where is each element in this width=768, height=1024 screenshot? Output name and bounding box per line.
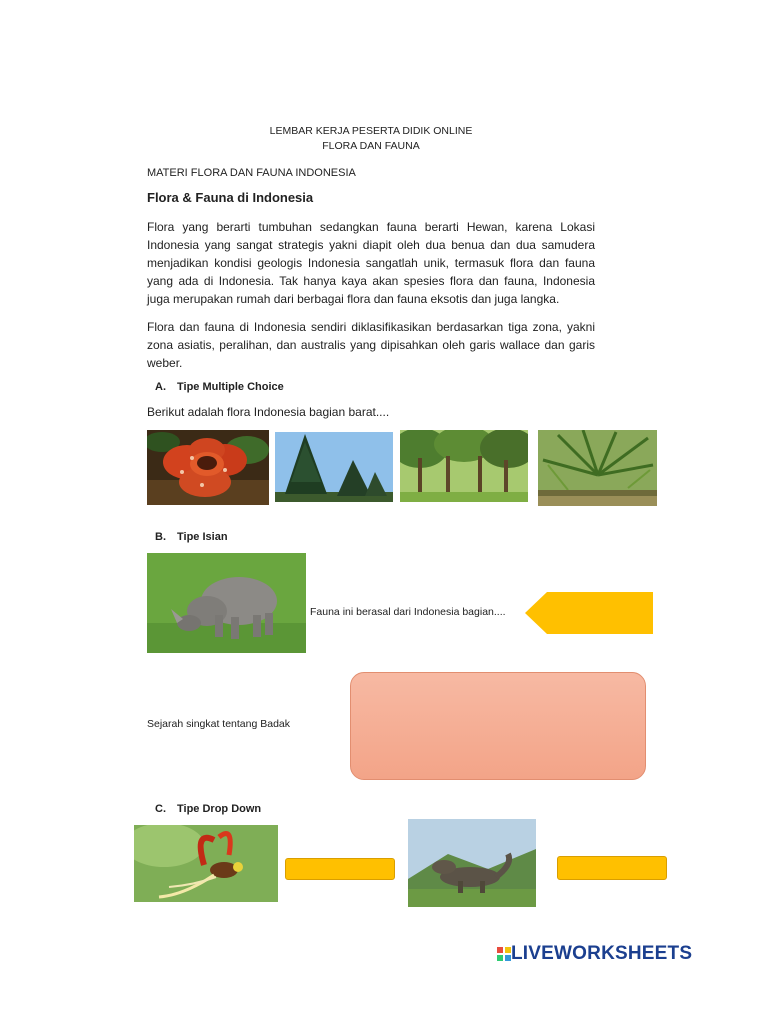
dropdown-bird[interactable] bbox=[285, 858, 395, 880]
materi-heading: MATERI FLORA DAN FAUNA INDONESIA bbox=[147, 167, 356, 179]
bird-of-paradise-photo bbox=[134, 825, 278, 902]
history-answer-box[interactable] bbox=[350, 672, 646, 780]
komodo-photo bbox=[408, 819, 536, 907]
forest-photo[interactable] bbox=[400, 430, 528, 502]
question-b: Fauna ini berasal dari Indonesia bagian.... bbox=[310, 606, 506, 618]
answer-box-isian[interactable] bbox=[525, 592, 653, 634]
question-a: Berikut adalah flora Indonesia bagian barat.... bbox=[147, 405, 390, 419]
section-a-letter: A. bbox=[155, 381, 166, 393]
rafflesia-photo[interactable] bbox=[147, 430, 269, 505]
section-c-title: Tipe Drop Down bbox=[177, 803, 262, 815]
liveworksheets-logo bbox=[497, 943, 692, 965]
section-title: Flora & Fauna di Indonesia bbox=[147, 190, 314, 205]
liveworksheets-icon bbox=[497, 947, 511, 961]
worksheet-title: LEMBAR KERJA PESERTA DIDIK ONLINE bbox=[269, 125, 473, 137]
paragraph-2: Flora dan fauna di Indonesia sendiri diklasifikasikan berdasarkan tiga zona, yakni zona asiatis, peralihan, dan australis yang dipisahkan oleh garis wallace dan garis weber. bbox=[147, 320, 595, 370]
rhino-photo bbox=[147, 553, 306, 653]
history-label: Sejarah singkat tentang Badak bbox=[147, 718, 291, 730]
section-a-title: Tipe Multiple Choice bbox=[177, 381, 284, 393]
paragraph-1: Flora yang berarti tumbuhan sedangkan fauna berarti Hewan, karena Lokasi Indonesia yang sangat strategis yakni diapit oleh dua benua dan dua samudera menjadikan kondisi geologis Indonesia sangatlah unik, termasuk flora dan fauna yang ada di Indonesia. Tak hanya kaya akan spesies flora dan fauna, Indonesia juga merupakan rumah dari berbagai flora dan fauna eksotis dan juga langka. bbox=[147, 220, 595, 306]
palm-swamp-photo[interactable] bbox=[538, 430, 657, 506]
pine-tree-photo[interactable] bbox=[275, 432, 393, 502]
worksheet-subtitle: FLORA DAN FAUNA bbox=[322, 140, 420, 152]
liveworksheets-logo-text: LIVEWORKSHEETS bbox=[511, 943, 693, 964]
section-b-title: Tipe Isian bbox=[177, 531, 228, 543]
dropdown-komodo[interactable] bbox=[557, 856, 667, 880]
section-b-letter: B. bbox=[155, 531, 166, 543]
section-c-letter: C. bbox=[155, 803, 166, 815]
